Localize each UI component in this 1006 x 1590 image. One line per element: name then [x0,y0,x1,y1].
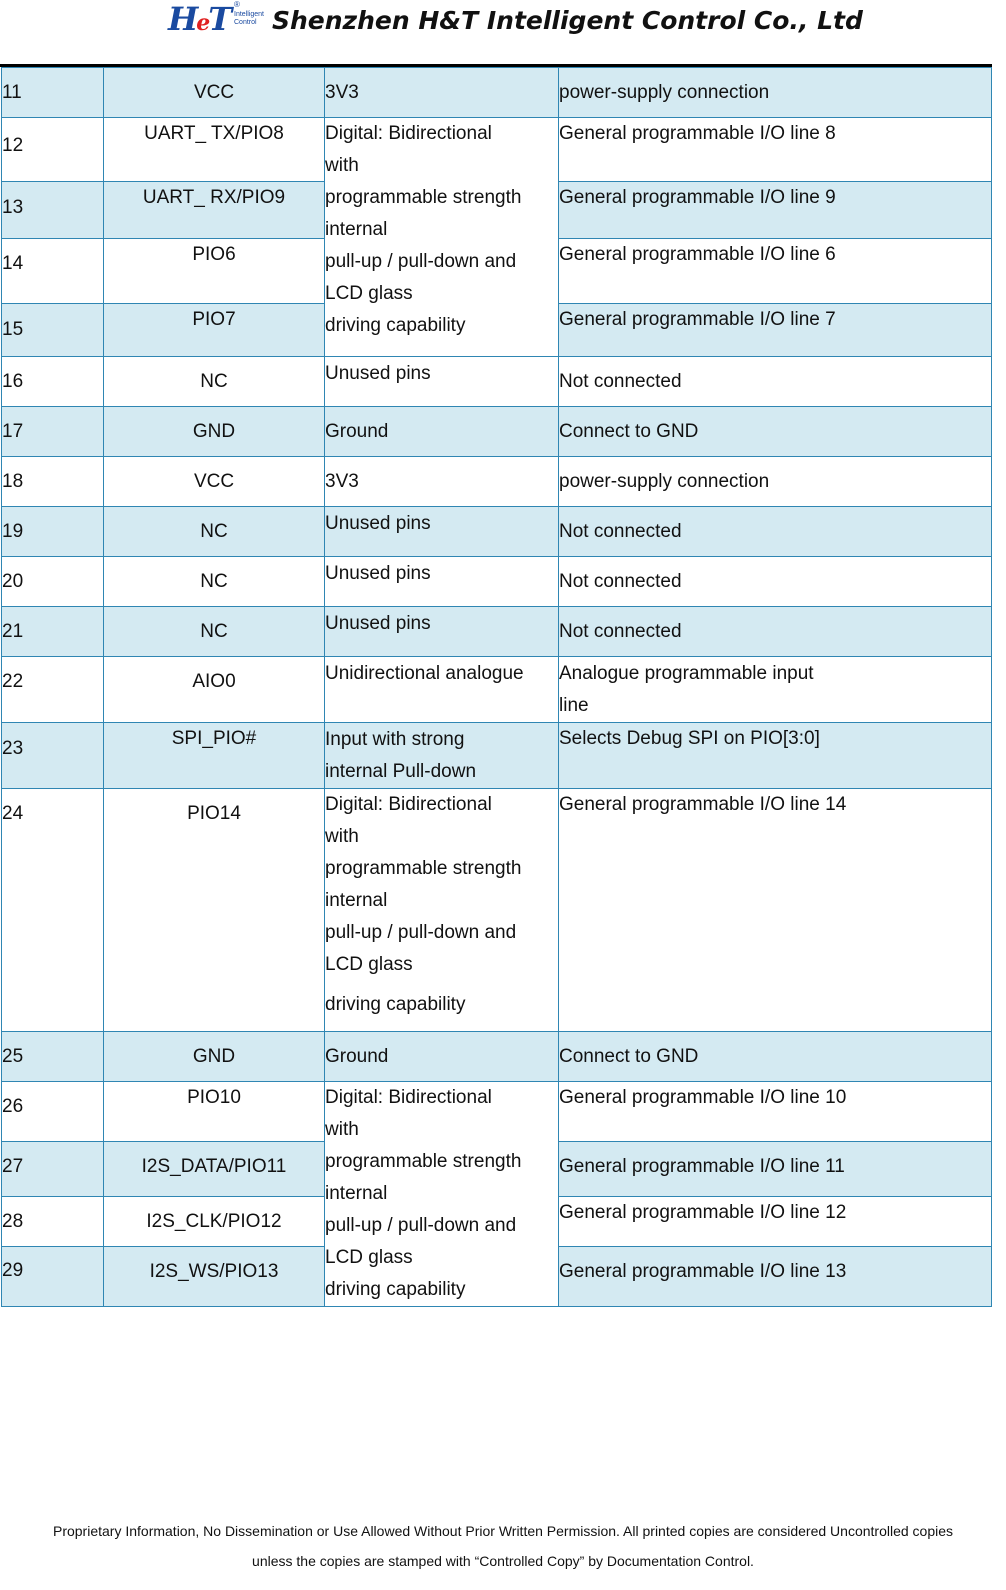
pin-description: power-supply connection [559,68,992,118]
pin-number: 29 [2,1246,104,1306]
table-row [2,723,992,789]
pin-name: NC [104,607,325,657]
pin-name: NC [104,507,325,557]
pin-type: Digital: Bidirectional with programmable strength internal pull-up / pull-down and LCD glass driving capability [325,1082,559,1307]
pin-description: General programmable I/O line 14 [559,789,992,1032]
pin-number: 25 [2,1032,104,1082]
pin-type: Input with strong internal Pull-down [325,723,559,789]
pin-number: 23 [2,723,104,789]
pin-number: 12 [2,118,104,182]
pin-name: GND [104,407,325,457]
pin-type: Unused pins [325,507,559,557]
company-name: Shenzhen H&T Intelligent Control Co., Ltd [272,6,863,35]
pin-name: SPI_PIO# [104,723,325,789]
pin-number: 18 [2,457,104,507]
pin-name: VCC [104,457,325,507]
pin-type: Ground [325,407,559,457]
pin-number: 21 [2,607,104,657]
pin-table [1,67,992,1307]
pin-number: 28 [2,1196,104,1246]
pin-name: PIO10 [104,1082,325,1142]
pin-name: PIO6 [104,239,325,304]
pin-number: 11 [2,68,104,118]
pin-number: 15 [2,304,104,357]
pin-description: General programmable I/O line 6 [559,239,992,304]
table-row [2,407,992,457]
pin-name: GND [104,1032,325,1082]
pin-name: NC [104,557,325,607]
pin-description: General programmable I/O line 10 [559,1082,992,1142]
company-logo [168,0,268,40]
pin-number: 22 [2,657,104,723]
pin-type: Digital: Bidirectional with programmable strength internal pull-up / pull-down and LCD glass driving capability [325,118,559,357]
pin-number: 14 [2,239,104,304]
pin-type: Unused pins [325,357,559,407]
pin-description: Not connected [559,357,992,407]
pin-number: 26 [2,1082,104,1142]
pin-number: 19 [2,507,104,557]
pin-description: Analogue programmable input line [559,657,992,723]
pin-type: Digital: Bidirectional with programmable strength internal pull-up / pull-down and LCD glass driving capability [325,789,559,1032]
pin-name: AIO0 [104,657,325,723]
pin-description: Not connected [559,557,992,607]
logo-registered: ® [234,0,240,9]
pin-type: Unused pins [325,607,559,657]
logo-subtitle: Intelligent Control [234,11,264,26]
table-row [2,357,992,407]
pin-description: Not connected [559,607,992,657]
table-row [2,457,992,507]
pin-name: NC [104,357,325,407]
pin-number: 17 [2,407,104,457]
table-row [2,657,992,723]
pin-number: 24 [2,789,104,1032]
pin-description: Connect to GND [559,1032,992,1082]
table-row [2,118,992,182]
pin-type: Unused pins [325,557,559,607]
page-header [0,0,1006,60]
pin-description: General programmable I/O line 7 [559,304,992,357]
pin-description: General programmable I/O line 12 [559,1196,992,1246]
logo-mark: HeT [168,0,231,38]
pin-name: PIO14 [104,789,325,1032]
pin-type: Ground [325,1032,559,1082]
pin-name: UART_ TX/PIO8 [104,118,325,182]
table-row [2,607,992,657]
pin-description: General programmable I/O line 8 [559,118,992,182]
pin-description: Selects Debug SPI on PIO[3:0] [559,723,992,789]
table-row [2,557,992,607]
pin-description: Connect to GND [559,407,992,457]
pin-name: I2S_DATA/PIO11 [104,1142,325,1196]
footer-line-1: Proprietary Information, No Dissemination or Use Allowed Without Prior Written Permission. All printed copies are considered Uncontrolled copies [52,1523,954,1539]
pin-number: 13 [2,182,104,239]
pin-name: VCC [104,68,325,118]
pin-name: PIO7 [104,304,325,357]
table-row [2,68,992,118]
table-row [2,789,992,1032]
pin-type: 3V3 [325,68,559,118]
table-row [2,1032,992,1082]
pin-description: General programmable I/O line 9 [559,182,992,239]
pin-description: Not connected [559,507,992,557]
pin-description: General programmable I/O line 13 [559,1246,992,1306]
pin-description: power-supply connection [559,457,992,507]
pin-number: 20 [2,557,104,607]
footer-line-2: unless the copies are stamped with “Controlled Copy” by Documentation Control. [252,1553,754,1569]
pin-type: 3V3 [325,457,559,507]
table-row [2,1082,992,1142]
pin-number: 27 [2,1142,104,1196]
pin-name: I2S_WS/PIO13 [104,1246,325,1306]
pin-description: General programmable I/O line 11 [559,1142,992,1196]
pin-type: Unidirectional analogue [325,657,559,723]
pin-name: UART_ RX/PIO9 [104,182,325,239]
table-row [2,507,992,557]
page-footer [0,1516,1006,1576]
pin-name: I2S_CLK/PIO12 [104,1196,325,1246]
pin-number: 16 [2,357,104,407]
